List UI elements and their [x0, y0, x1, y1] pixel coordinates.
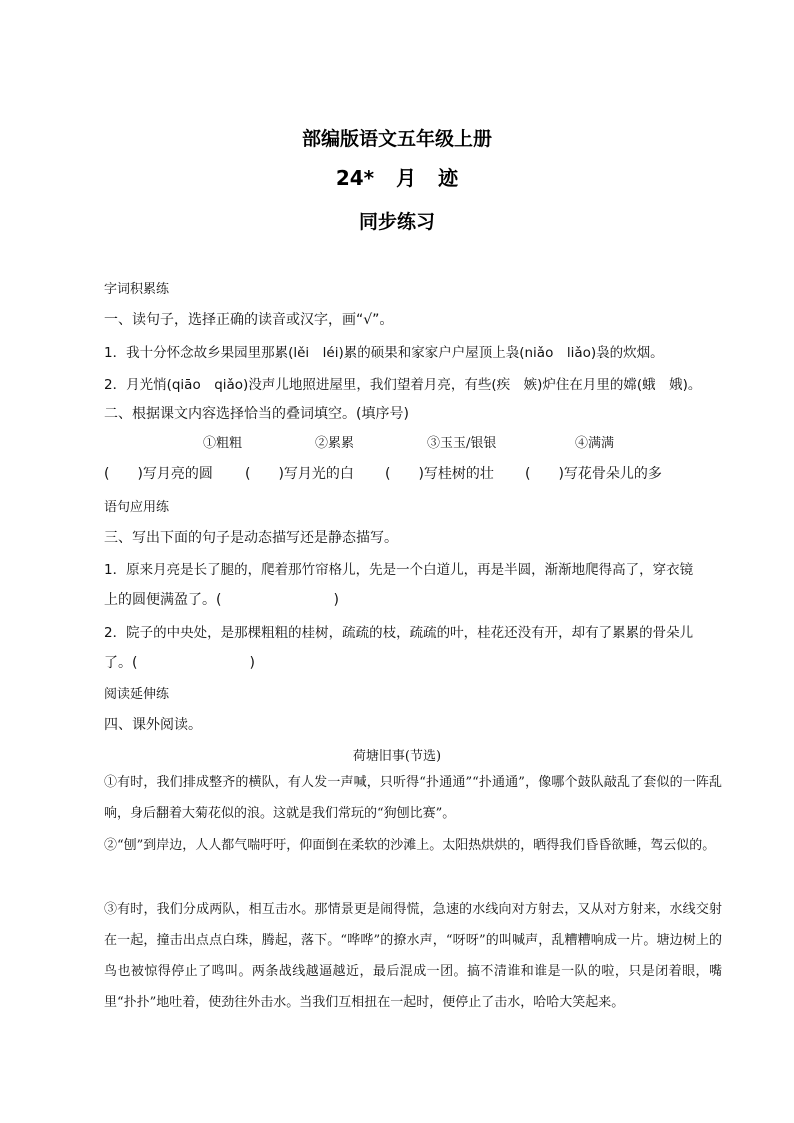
blank-1: ( )写月亮的圆 — [104, 466, 213, 482]
lesson-number: 24* — [335, 166, 375, 190]
option-1: ①粗粗 — [203, 436, 243, 451]
section-label-sentence: 语句应用练 — [104, 500, 170, 515]
question-3-item-2-line-2: 了。( ) — [104, 655, 255, 671]
blank-4: ( )写花骨朵儿的多 — [525, 466, 662, 482]
lesson-name-char-1: 月 — [396, 166, 417, 190]
question-4-title: 四、课外阅读。 — [104, 717, 202, 733]
option-2: ②累累 — [315, 436, 355, 451]
passage-paragraph-2: ②“刨”到岸边，人人都气喘吁吁，仰面倒在柔软的沙滩上。太阳热烘烘的，晒得我们昏昏欲睡，驾云似的。 — [104, 838, 716, 853]
passage-title: 荷塘旧事(节选) — [352, 749, 442, 764]
passage-paragraph-1: ①有时，我们排成整齐的横队，有人发一声喊，只听得“扑通通”“扑通通”，像哪个鼓队敲乱了套似的一阵乱响，身后翻着大菊花似的浪。这就是我们常玩的“狗刨比赛”。 — [104, 775, 722, 821]
question-3-title: 三、写出下面的句子是动态描写还是静态描写。 — [104, 530, 398, 546]
document-subtitle: 同步练习 — [358, 211, 435, 233]
passage-paragraph-3: ③有时，我们分成两队，相互击水。那情景更是闹得慌，急速的水线向对方射去，又从对方射来，水线交射在一起，撞击出点点白珠，腾起，落下。“哗哗”的撩水声，“呀呀”的叫喊声，乱糟糟响成一片。塘边树上的鸟也被惊得停止了鸣叫。两条战线越逼越近，最后混成一团。搞不清谁和谁是一队的啦，只是闭着眼，嘴里“扑扑”地吐着，使劲往外击水。当我们互相扭在一起时，便停止了击水，哈哈大笑起来。 — [104, 902, 722, 1010]
option-3: ③玉玉/银银 — [427, 436, 497, 451]
document-title: 部编版语文五年级上册 — [301, 128, 492, 150]
question-1-title: 一、读句子，选择正确的读音或汉字，画“√”。 — [104, 312, 394, 328]
blank-2: ( )写月光的白 — [245, 466, 354, 482]
question-3-item-1-line-1: 1．原来月亮是长了腿的，爬着那竹帘格儿，先是一个白道儿，再是半圆，渐渐地爬得高了，穿衣镜 — [104, 562, 694, 578]
blank-3: ( )写桂树的壮 — [385, 466, 494, 482]
question-2-title: 二、根据课文内容选择恰当的叠词填空。(填序号) — [104, 406, 409, 422]
lesson-title — [0, 162, 794, 191]
question-3-item-1-line-2: 上的圆便满盈了。( ) — [104, 592, 339, 608]
section-label-vocabulary: 字词积累练 — [104, 282, 170, 297]
section-label-reading: 阅读延伸练 — [104, 687, 170, 702]
question-1-item-1: 1．我十分怀念故乡果园里那累(lěi léi)累的硕果和家家户户屋顶上袅(niǎo liǎo)袅的炊烟。 — [104, 345, 664, 361]
question-3-item-2-line-1: 2．院子的中央处，是那棵粗粗的桂树，疏疏的枝，疏疏的叶，桂花还没有开，却有了累累的骨朵儿 — [104, 625, 694, 641]
question-1-item-2: 2．月光悄(qiāo qiǎo)没声儿地照进屋里，我们望着月亮，有些(疾 嫉)炉住在月里的嫦(蛾 娥)。 — [104, 377, 702, 393]
option-4: ④满满 — [575, 436, 615, 451]
lesson-name-char-2: 迹 — [438, 166, 459, 190]
